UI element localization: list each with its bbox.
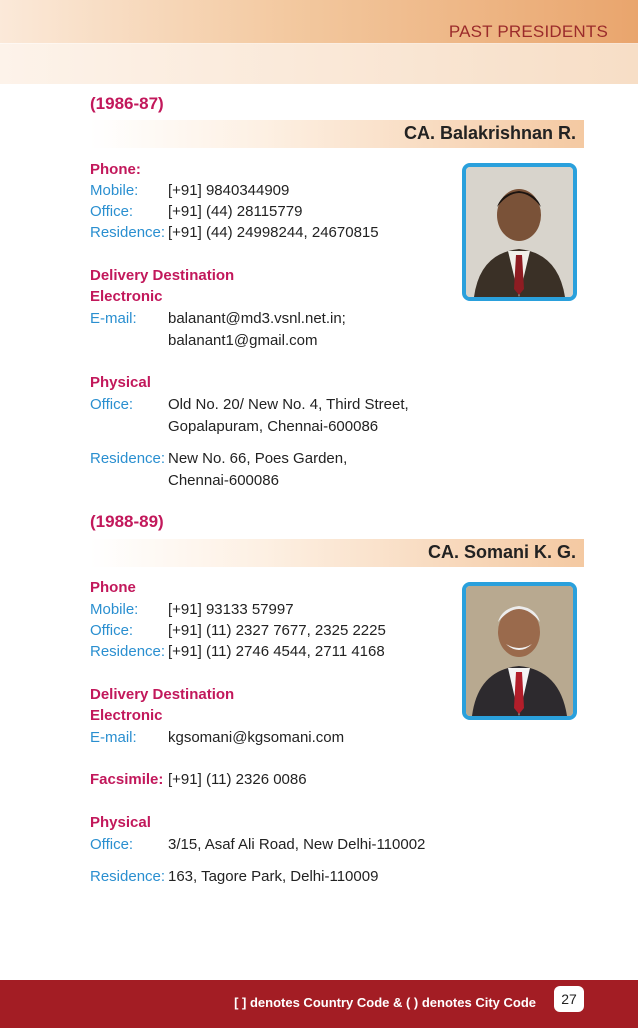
office-label: Office: <box>90 203 134 220</box>
office-address-label: Office: <box>90 396 134 413</box>
delivery-heading: Delivery Destination <box>90 267 235 284</box>
footer-bar <box>0 980 638 1028</box>
facsimile-label: Facsimile: <box>90 771 164 788</box>
email-row <box>90 308 346 329</box>
electronic-heading: Electronic <box>90 288 163 305</box>
residence-phone-row <box>90 641 385 662</box>
physical-heading: Physical <box>90 374 151 391</box>
mobile-label: Mobile: <box>90 601 139 618</box>
residence-value: [+91] (11) 2746 4544, 2711 4168 <box>168 643 385 660</box>
email-link[interactable]: balanant1@gmail.com <box>168 332 318 349</box>
entry-year: (1988-89) <box>90 512 164 531</box>
residence-address-row <box>90 448 347 469</box>
physical-heading: Physical <box>90 814 151 831</box>
mobile-value: [+91] 93133 57997 <box>168 601 294 618</box>
section-title: PAST PRESIDENTS <box>448 22 608 41</box>
office-phone-row <box>90 201 302 222</box>
delivery-heading: Delivery Destination <box>90 686 235 703</box>
email-row <box>90 727 344 748</box>
office-address-row <box>90 834 425 855</box>
office-address-row <box>90 394 409 415</box>
mobile-row <box>90 599 294 620</box>
email-label: E-mail: <box>90 310 137 327</box>
entry-year: (1986-87) <box>90 94 164 113</box>
president-name: CA. Somani K. G. <box>427 542 576 562</box>
mobile-label: Mobile: <box>90 182 139 199</box>
president-photo <box>462 582 577 720</box>
office-address-line: 3/15, Asaf Ali Road, New Delhi-110002 <box>168 836 426 853</box>
residence-phone-row <box>90 222 379 243</box>
mobile-row <box>90 180 289 201</box>
office-address-label: Office: <box>90 836 134 853</box>
name-bar <box>90 120 584 148</box>
phone-heading: Phone <box>90 579 136 596</box>
facsimile-row <box>90 769 307 790</box>
office-label: Office: <box>90 622 134 639</box>
email-link[interactable]: kgsomani@kgsomani.com <box>168 729 345 746</box>
phone-heading: Phone: <box>90 161 141 178</box>
president-photo <box>462 163 577 301</box>
residence-address-label: Residence: <box>90 868 166 885</box>
office-address-line: Old No. 20/ New No. 4, Third Street, <box>168 396 409 413</box>
office-phone-row <box>90 620 386 641</box>
residence-value: [+91] (44) 24998244, 24670815 <box>168 224 379 241</box>
mobile-value: [+91] 9840344909 <box>168 182 290 199</box>
residence-address-row <box>90 866 378 887</box>
portrait-image <box>466 586 573 716</box>
residence-address-line: Chennai-600086 <box>168 472 279 489</box>
portrait-image <box>466 167 573 297</box>
email-label: E-mail: <box>90 729 137 746</box>
residence-address-label: Residence: <box>90 450 166 467</box>
header-sub-band <box>0 44 638 84</box>
office-address-line: Gopalapuram, Chennai-600086 <box>168 418 379 435</box>
residence-label: Residence: <box>90 224 166 241</box>
residence-address-line: New No. 66, Poes Garden, <box>168 450 348 467</box>
residence-label: Residence: <box>90 643 166 660</box>
facsimile-value: [+91] (11) 2326 0086 <box>168 771 307 788</box>
electronic-heading: Electronic <box>90 707 163 724</box>
residence-address-line: 163, Tagore Park, Delhi-110009 <box>168 868 379 885</box>
page-number: 27 <box>554 986 584 1012</box>
office-value: [+91] (11) 2327 7677, 2325 2225 <box>168 622 386 639</box>
name-bar <box>90 539 584 567</box>
email-link[interactable]: balanant@md3.vsnl.net.in; <box>168 310 346 327</box>
president-name: CA. Balakrishnan R. <box>403 123 576 143</box>
office-value: [+91] (44) 28115779 <box>168 203 303 220</box>
footer-note: [ ] denotes Country Code & ( ) denotes City Code <box>234 995 536 1010</box>
